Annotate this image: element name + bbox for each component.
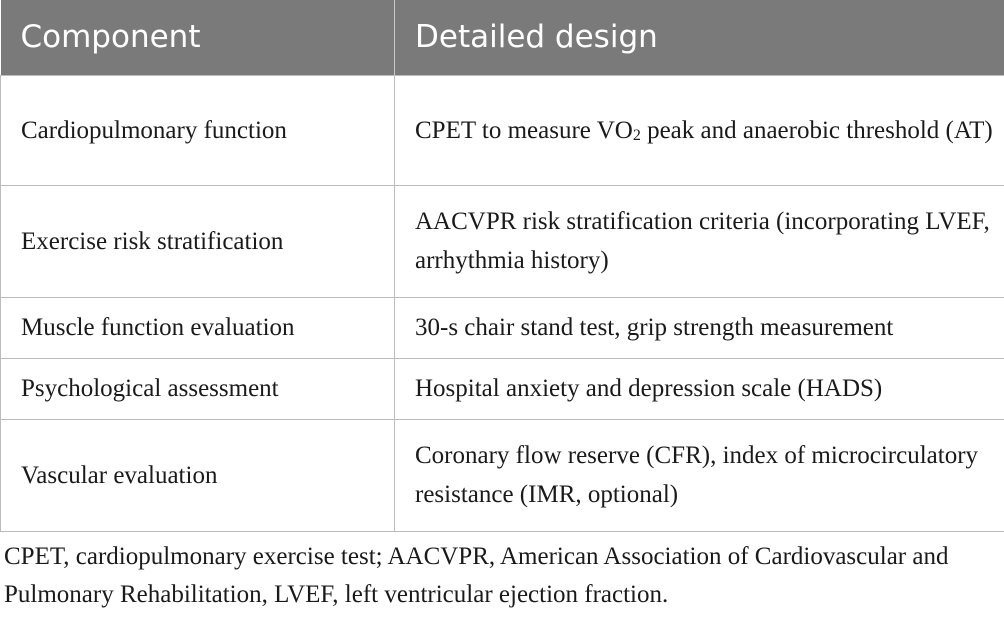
header-component: Component (1, 0, 395, 75)
design-cell: AACVPR risk stratification criteria (incorporating LVEF, arrhythmia history) (395, 185, 1004, 297)
design-text-post: peak and anaerobic threshold (AT) (640, 116, 993, 144)
component-cell: Cardiopulmonary function (1, 75, 395, 185)
component-cell: Exercise risk stratification (1, 185, 395, 297)
component-cell: Muscle function evaluation (1, 297, 395, 358)
table-row (1, 75, 1004, 185)
table-row (1, 185, 1004, 297)
design-cell: Coronary flow reserve (CFR), index of microcirculatory resistance (IMR, optional) (395, 419, 1004, 531)
table-row (1, 419, 1004, 531)
design-text-pre: CPET to measure VO (415, 116, 633, 144)
table-row (1, 297, 1004, 358)
design-subscript: 2 (632, 126, 641, 144)
header-detailed-design: Detailed design (395, 0, 1004, 75)
component-cell: Vascular evaluation (1, 419, 395, 531)
table-header (1, 0, 1004, 75)
design-cell (395, 75, 1004, 185)
table-row (1, 358, 1004, 419)
component-cell: Psychological assessment (1, 358, 395, 419)
header-row (1, 0, 1004, 75)
table-footnote: CPET, cardiopulmonary exercise test; AACVPR, American Association of Cardiovascular and Pulmonary Rehabilitation, LVEF, left ventricular ejection fraction. (4, 543, 949, 608)
table-body (1, 75, 1004, 531)
design-cell: Hospital anxiety and depression scale (HADS) (395, 358, 1004, 419)
design-cell: 30-s chair stand test, grip strength measurement (395, 297, 1004, 358)
